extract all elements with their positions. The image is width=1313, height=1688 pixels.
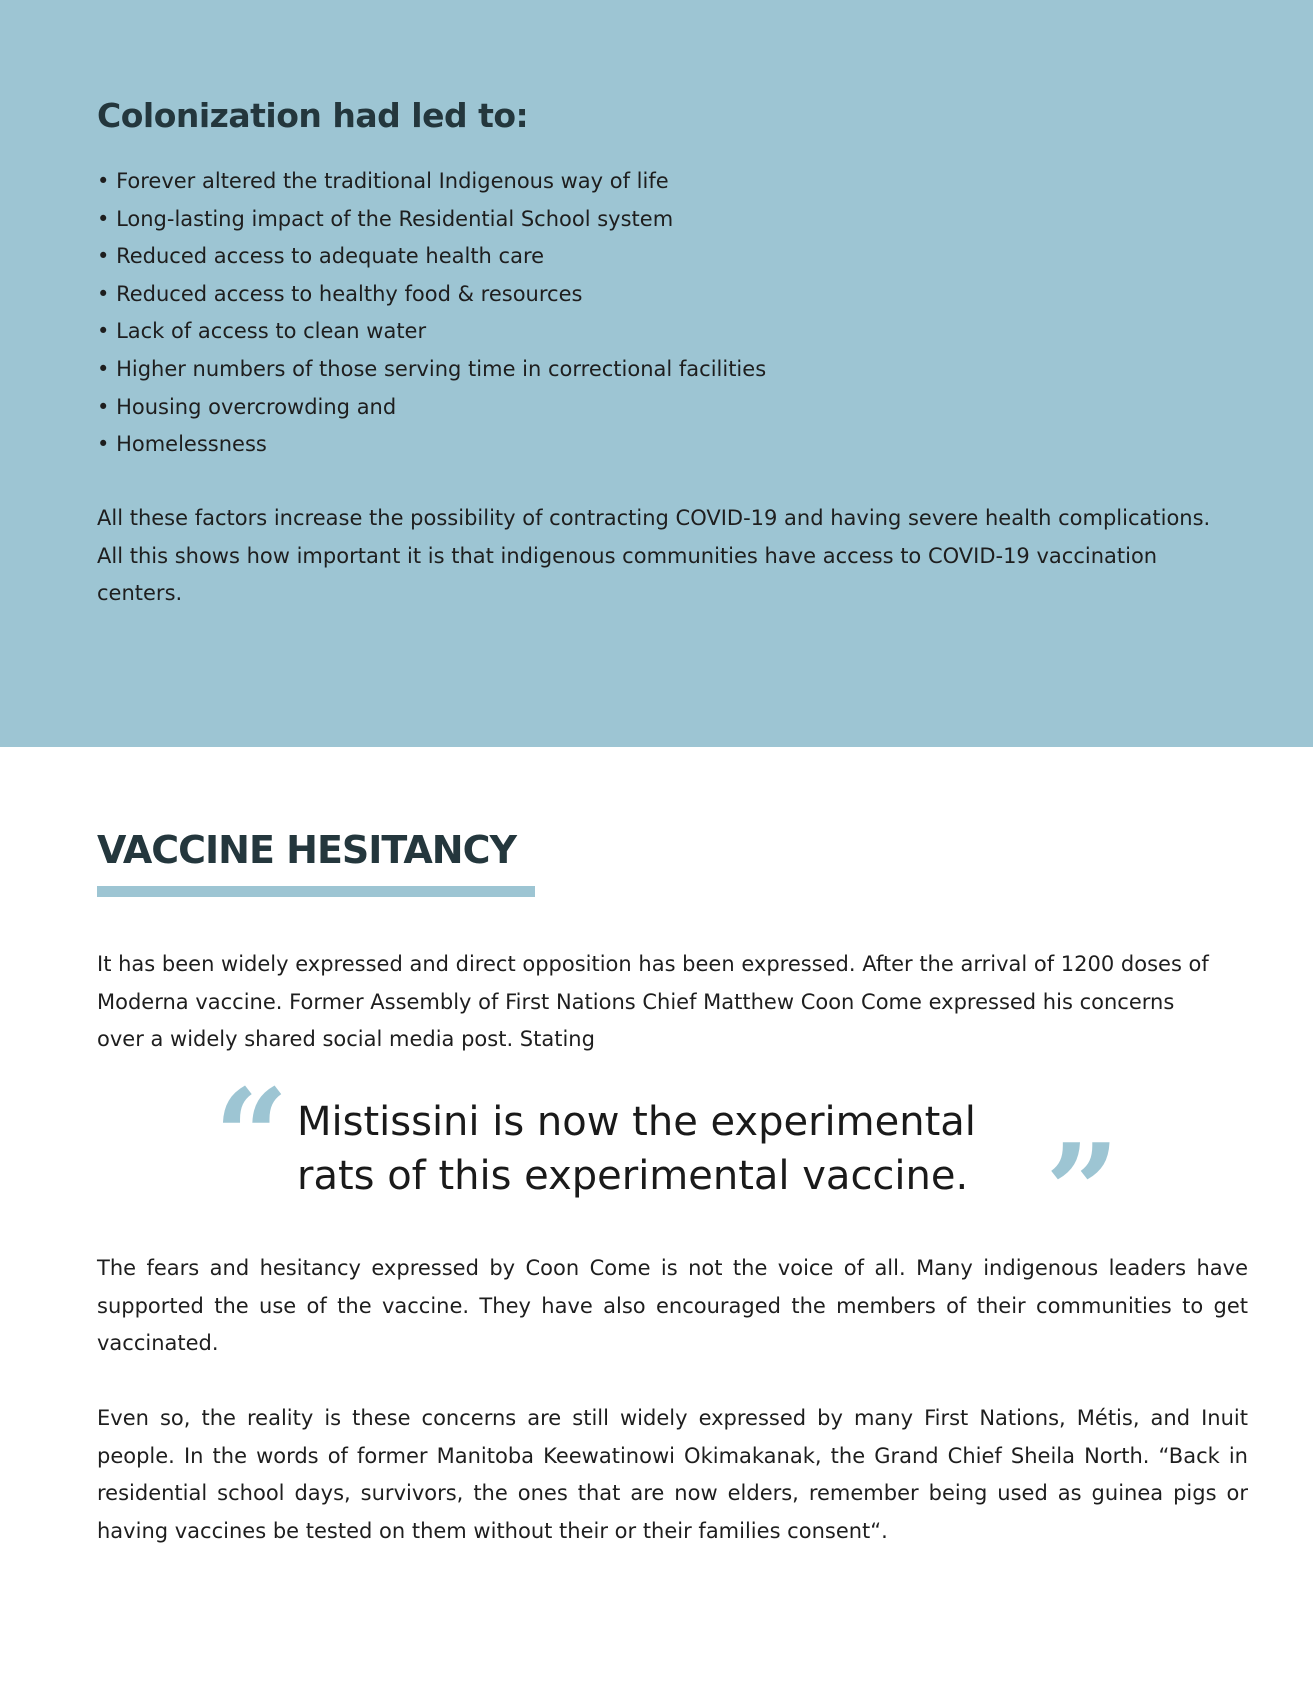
quote-line: Mistissini is now the experimental (297, 1099, 976, 1145)
list-item: • Reduced access to healthy food & resources (97, 276, 766, 314)
note-paragraph: All these factors increase the possibility of contracting COVID-19 and having severe health complications. (97, 506, 1211, 530)
quote-line: rats of this experimental vaccine. (297, 1153, 969, 1199)
colonization-list (97, 163, 766, 464)
close-quote-icon: ” (1045, 1115, 1120, 1268)
list-item: • Housing overcrowding and (97, 389, 766, 427)
section-heading: VACCINE HESITANCY (97, 828, 516, 872)
list-item: • Long-lasting impact of the Residential School system (97, 201, 766, 239)
note-paragraph: All this shows how important it is that indigenous communities have access to COVID-19 vaccination centers. (97, 543, 1158, 606)
intro-paragraph: It has been widely expressed and direct opposition has been expressed. After the arrival of 1200 doses of Moderna vaccine. Former Assembly of First Nations Chief Matthew Coon Come expressed his concerns over a widely shared social media post. Stating (97, 952, 1209, 1052)
list-item: • Homelessness (97, 426, 766, 464)
list-item: • Higher numbers of those serving time in correctional facilities (97, 351, 766, 389)
list-item: • Lack of access to clean water (97, 313, 766, 351)
body-paragraph: The fears and hesitancy expressed by Coon Come is not the voice of all. Many indigenous leaders have supported the use of the vaccine. They have also encouraged the members of their communities to get vaccinated. (97, 1256, 1248, 1356)
body-paragraph: Even so, the reality is these concerns are still widely expressed by many First Nations, Métis, and Inuit people. In the words of former Manitoba Keewatinowi Okimakanak, the Grand Chief Sheila North. “Back in residential school days, survivors, the ones that are now elders, remember being used as guinea pigs or having vaccines be tested on them without their or their families consent“. (97, 1406, 1248, 1543)
pull-quote (297, 1095, 976, 1203)
list-item: • Reduced access to adequate health care (97, 238, 766, 276)
heading-underline (97, 886, 535, 897)
list-item: • Forever altered the traditional Indigenous way of life (97, 163, 766, 201)
colonization-heading: Colonization had led to: (97, 96, 529, 135)
open-quote-icon: “ (214, 1060, 289, 1213)
colonization-note (97, 500, 1237, 613)
